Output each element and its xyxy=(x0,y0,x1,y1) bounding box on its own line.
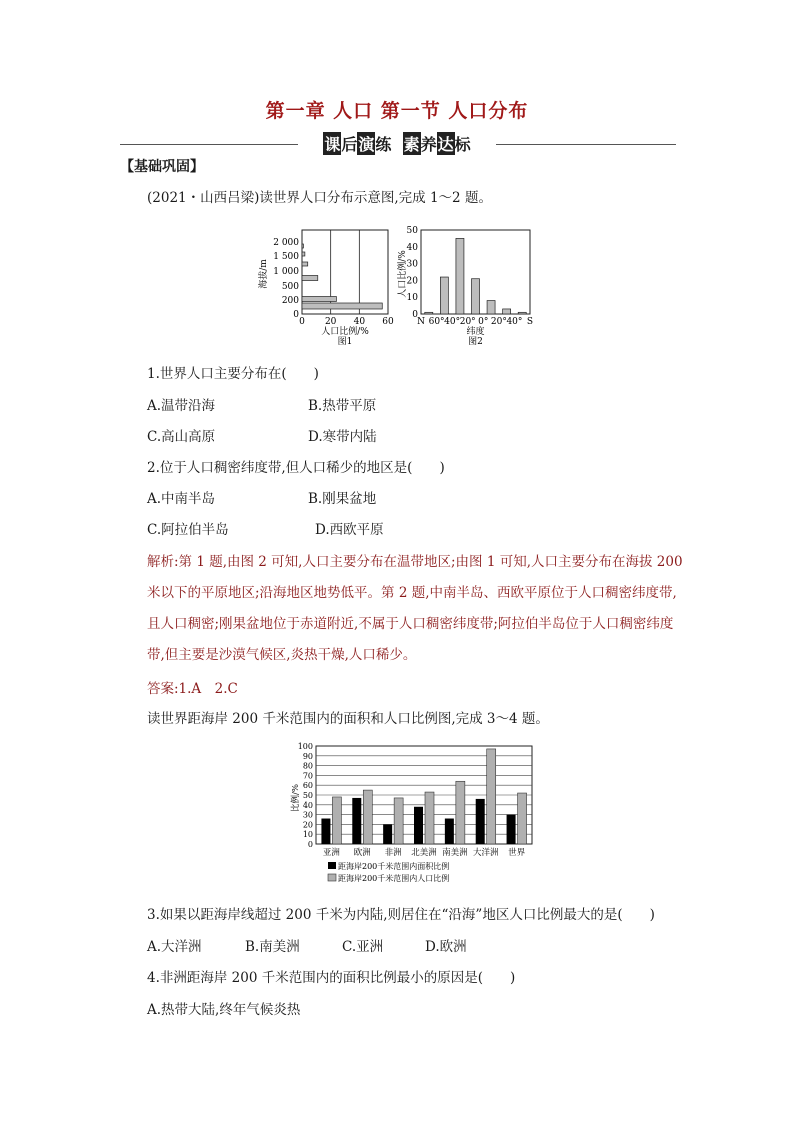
fig2-ytick-label: 30 xyxy=(406,259,418,270)
fig3-ytick-label: 10 xyxy=(302,830,313,840)
fig3-ytick-label: 60 xyxy=(302,781,313,791)
banner-text: 课后演练 素养达标 xyxy=(300,132,494,155)
banner-right-rule xyxy=(496,144,676,145)
fig2-xtick-label: N xyxy=(417,317,425,327)
fig3-legend-swatch-area xyxy=(328,862,336,869)
banner-left-rule xyxy=(120,144,298,145)
q1-option-a: A.温带沿海 xyxy=(147,398,216,414)
fig2-xtick-label: 40° xyxy=(444,317,461,327)
fig2-xtick-label: 20° xyxy=(490,317,507,327)
fig1-ytick-label: 2 000 xyxy=(273,238,299,248)
fig2-bar xyxy=(472,279,480,314)
fig2-caption: 图2 xyxy=(468,337,483,347)
q3-option-a: A.大洋洲 xyxy=(147,939,202,955)
q2-option-d: D.西欧平原 xyxy=(315,522,384,538)
fig3-bar-population xyxy=(425,792,434,844)
fig1-ylabel: 海拔/m xyxy=(259,259,269,289)
fig2-ytick-label: 50 xyxy=(406,226,418,236)
fig3-bar-population xyxy=(363,790,372,844)
fig3-bar-area xyxy=(414,807,423,844)
intro-q3-4: 读世界距海岸 200 千米范围内的面积和人口比例图,完成 3～4 题。 xyxy=(147,711,549,727)
fig1-ytick-label: 500 xyxy=(281,282,299,292)
fig2-xtick-label: 20° xyxy=(459,317,476,327)
fig3-bar-population xyxy=(456,781,465,844)
fig2-ytick-label: 20 xyxy=(406,276,418,287)
fig2-ylabel: 人口比例/% xyxy=(398,250,408,298)
fig3-bar-area xyxy=(321,819,330,844)
q3-option-c: C.亚洲 xyxy=(342,939,384,955)
fig3-bar-area xyxy=(352,798,361,844)
fig2-xtick-label: 60° xyxy=(428,317,445,327)
question-3-stem: 3.如果以距海岸线超过 200 千米为内陆,则居住在“沿海”地区人口比例最大的是( ) xyxy=(147,907,655,923)
fig1-bar xyxy=(302,244,303,248)
fig3-bar-population xyxy=(487,749,496,844)
question-1-stem: 1.世界人口主要分布在( ) xyxy=(147,366,319,382)
coastal-ratio-chart xyxy=(280,738,540,893)
q2-option-a: A.中南半岛 xyxy=(147,491,216,507)
fig2-bar xyxy=(425,312,433,314)
fig3-ytick-label: 40 xyxy=(302,800,313,810)
fig3-ytick-label: 70 xyxy=(302,771,313,781)
fig1-bar xyxy=(302,276,318,281)
fig3-category-label: 非洲 xyxy=(384,848,402,858)
fig3-legend-population: 距海岸200千米范围内人口比例 xyxy=(338,874,450,883)
fig3-bar-area xyxy=(476,799,485,844)
fig2-bar xyxy=(503,309,511,314)
fig2-bar xyxy=(440,277,448,314)
fig3-ytick-label: 80 xyxy=(302,761,313,771)
fig3-category-label: 北美洲 xyxy=(411,848,437,858)
section-heading: 【基础巩固】 xyxy=(120,159,204,175)
q3-option-d: D.欧洲 xyxy=(425,939,467,955)
fig2-ytick-label: 0 xyxy=(412,310,418,320)
q3-option-b: B.南美洲 xyxy=(245,939,300,955)
figure-1-altitude-chart xyxy=(257,230,394,347)
fig3-legend-swatch-population xyxy=(328,874,336,881)
question-4-stem: 4.非洲距海岸 200 千米范围内的面积比例最小的原因是( ) xyxy=(147,970,516,986)
q1-option-d: D.寒带内陆 xyxy=(308,429,377,445)
fig1-bar xyxy=(302,303,382,309)
population-figures xyxy=(250,222,550,352)
q1-option-c: C.高山高原 xyxy=(147,429,216,445)
fig3-bar-population xyxy=(394,798,403,844)
page-title: 第一章 人口 第一节 人口分布 xyxy=(265,100,529,122)
answer-text: 答案:1.A 2.C xyxy=(147,681,238,697)
fig3-bar-population xyxy=(518,793,527,844)
fig3-ytick-label: 30 xyxy=(302,810,313,820)
fig2-ytick-label: 40 xyxy=(406,242,418,253)
fig3-category-label: 世界 xyxy=(508,848,526,858)
fig1-xlabel: 人口比例/% xyxy=(321,327,369,337)
fig2-xtick-label: 0° xyxy=(478,317,489,327)
q1-option-b: B.热带平原 xyxy=(308,398,377,414)
fig3-category-label: 大洋洲 xyxy=(472,848,499,858)
fig3-ytick-label: 20 xyxy=(302,820,313,830)
fig1-xtick-label: 20 xyxy=(324,317,337,327)
fig1-bar xyxy=(302,262,308,266)
q2-option-c: C.阿拉伯半岛 xyxy=(147,522,229,538)
fig1-xtick-label: 40 xyxy=(353,317,366,327)
fig2-xtick-label: 40° xyxy=(506,317,523,327)
fig3-ylabel: 比例/% xyxy=(291,784,301,812)
fig1-ytick-label: 200 xyxy=(281,296,299,306)
fig3-ytick-label: 0 xyxy=(307,840,313,849)
fig3-category-label: 亚洲 xyxy=(322,848,340,858)
fig1-xtick-label: 0 xyxy=(299,317,305,327)
fig1-ytick-label: 0 xyxy=(293,310,299,320)
fig3-bar-area xyxy=(445,819,454,844)
fig3-ytick-label: 100 xyxy=(297,742,313,751)
fig3-ytick-label: 90 xyxy=(302,751,313,761)
intro-q1-2: (2021・山西吕梁)读世界人口分布示意图,完成 1～2 题。 xyxy=(147,190,492,206)
analysis-text: 解析:第 1 题,由图 2 可知,人口主要分布在温带地区;由图 1 可知,人口主要分布在海拔 200 米以下的平原地区;沿海地区地势低平。第 2 题,中南半岛、西欧平原位于人口稠密纬度带,且人口稠密;刚果盆地位于赤道附近,不属于人口稠密纬度带;阿拉伯半岛位于人口稠密纬度带,但主要是沙漠气候区,炎热干燥,人口稀少。 xyxy=(147,554,683,663)
section-banner xyxy=(0,132,794,156)
fig3-category-label: 南美洲 xyxy=(442,848,468,858)
fig1-bar xyxy=(302,297,336,302)
fig2-xlabel: 纬度 xyxy=(466,327,485,337)
fig2-ytick-label: 10 xyxy=(406,293,418,304)
fig2-bar xyxy=(487,301,495,314)
fig1-xtick-label: 60 xyxy=(382,317,394,327)
fig1-ytick-label: 1 500 xyxy=(273,252,299,262)
fig3-category-label: 欧洲 xyxy=(353,848,371,858)
fig2-xtick-label: S xyxy=(526,317,534,327)
fig3-ytick-label: 50 xyxy=(302,791,313,800)
q4-option-a: A.热带大陆,终年气候炎热 xyxy=(147,1002,301,1018)
fig3-bar-area xyxy=(383,824,392,844)
fig2-bar xyxy=(456,238,464,314)
fig3-bar-area xyxy=(507,815,516,844)
fig1-caption: 图1 xyxy=(337,337,353,347)
fig3-legend-area: 距海岸200千米范围内面积比例 xyxy=(338,862,450,871)
fig1-ytick-label: 1 000 xyxy=(273,267,299,277)
figure-2-latitude-chart xyxy=(396,226,533,347)
fig1-bar xyxy=(302,252,305,256)
fig3-bar-population xyxy=(332,797,341,844)
question-2-stem: 2.位于人口稠密纬度带,但人口稀少的地区是( ) xyxy=(147,460,445,476)
q2-option-b: B.刚果盆地 xyxy=(308,491,377,507)
fig2-bar xyxy=(518,312,526,314)
